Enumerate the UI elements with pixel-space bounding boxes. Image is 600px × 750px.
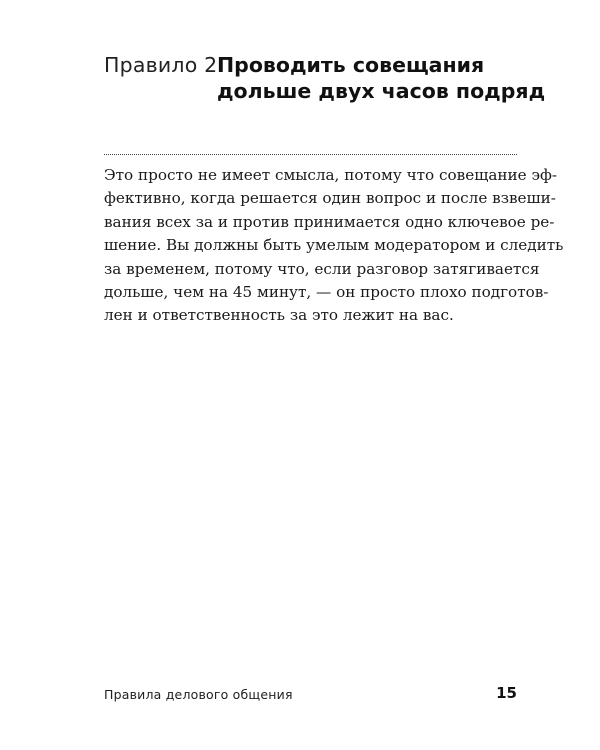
- paragraph-line: фективно, когда решается один вопрос и после взвеши-: [104, 189, 556, 208]
- page-number: 15: [496, 684, 517, 702]
- rule-title: Проводить совещания дольше двух часов подряд: [217, 53, 546, 103]
- paragraph-line: вания всех за и против принимается одно ключевое ре-: [104, 212, 555, 231]
- rule-label: Правило 2.: [104, 53, 225, 77]
- dotted-divider: [104, 154, 517, 155]
- footer-book-title: Правила делового общения: [104, 687, 293, 702]
- paragraph-line: за временем, потому что, если разговор затягивается: [104, 259, 540, 278]
- body-paragraph: [104, 164, 564, 328]
- paragraph-line: лен и ответственность за это лежит на вас.: [104, 306, 454, 325]
- paragraph-line: шение. Вы должны быть умелым модератором и следить: [104, 236, 564, 255]
- paragraph-line: Это просто не имеет смысла, потому что совещание эф-: [104, 166, 557, 184]
- paragraph-line: дольше, чем на 45 минут, — он просто плохо подготов-: [104, 283, 549, 302]
